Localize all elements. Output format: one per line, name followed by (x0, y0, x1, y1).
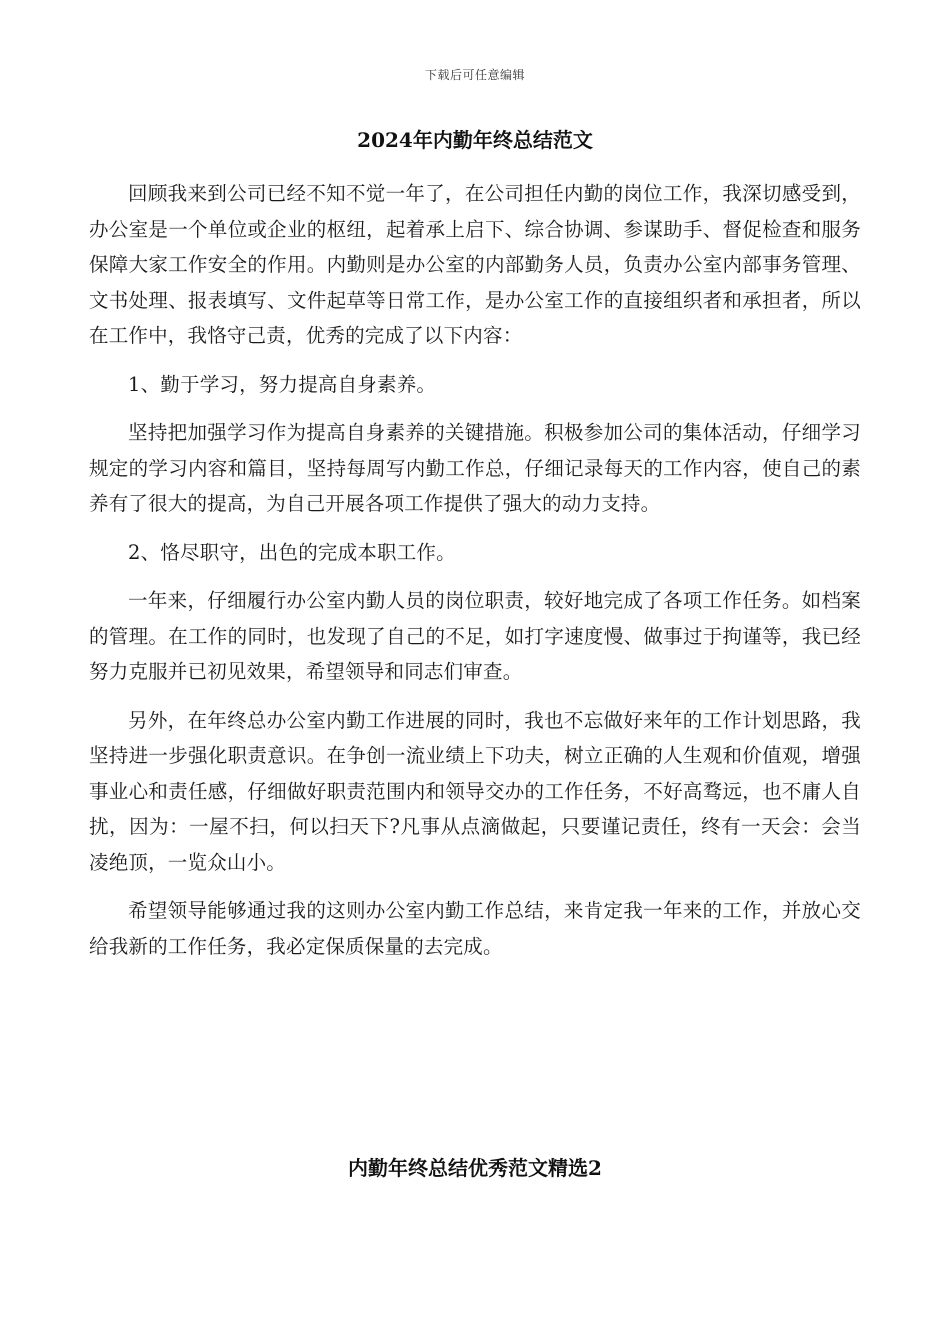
paragraph-plan: 另外，在年终总办公室内勤工作进展的同时，我也不忘做好来年的工作计划思路，我坚持进一步强化职责意识。在争创一流业绩上下功夫，树立正确的人生观和价值观，增强事业心和责任感，仔细做好职责范围内和领导交办的工作任务，不好高骛远，也不庸人自扰，因为：一屋不扫，何以扫天下?凡事从点滴做起，只要谨记责任，终有一天会：会当凌绝顶，一览众山小。 (89, 708, 861, 874)
header-note: 下载后可任意编辑 (424, 68, 525, 82)
paragraph-study: 坚持把加强学习作为提高自身素养的关键措施。积极参加公司的集体活动，仔细学习规定的学习内容和篇目，坚持每周写内勤工作总，仔细记录每天的工作内容，使自己的素养有了很大的提高，为自己开展各项工作提供了强大的动力支持。 (89, 421, 861, 515)
paragraph-duty: 一年来，仔细履行办公室内勤人员的岗位职责，较好地完成了各项工作任务。如档案的管理。在工作的同时，也发现了自己的不足，如打字速度慢、做事过于拘谨等，我已经努力克服并已初见效果，希望领导和同志们审查。 (89, 589, 861, 683)
document-title: 2024年内勤年终总结范文 (357, 128, 593, 152)
section-heading-2: 2、恪尽职守，出色的完成本职工作。 (128, 540, 456, 564)
paragraph-closing: 希望领导能够通过我的这则办公室内勤工作总结，来肯定我一年来的工作，并放心交给我新的工作任务，我必定保质保量的去完成。 (89, 899, 861, 958)
document-body (89, 176, 861, 964)
paragraph-intro: 回顾我来到公司已经不知不觉一年了，在公司担任内勤的岗位工作，我深切感受到，办公室是一个单位或企业的枢纽，起着承上启下、综合协调、参谋助手、督促检查和服务保障大家工作安全的作用。内勤则是办公室的内部勤务人员，负责办公室内部事务管理、文书处理、报表填写、文件起草等日常工作，是办公室工作的直接组织者和承担者，所以在工作中，我恪守己责，优秀的完成了以下内容： (89, 182, 861, 347)
section-heading-1: 1、勤于学习，努力提高自身素养。 (128, 372, 437, 396)
next-section-title: 内勤年终总结优秀范文精选2 (348, 1156, 602, 1180)
